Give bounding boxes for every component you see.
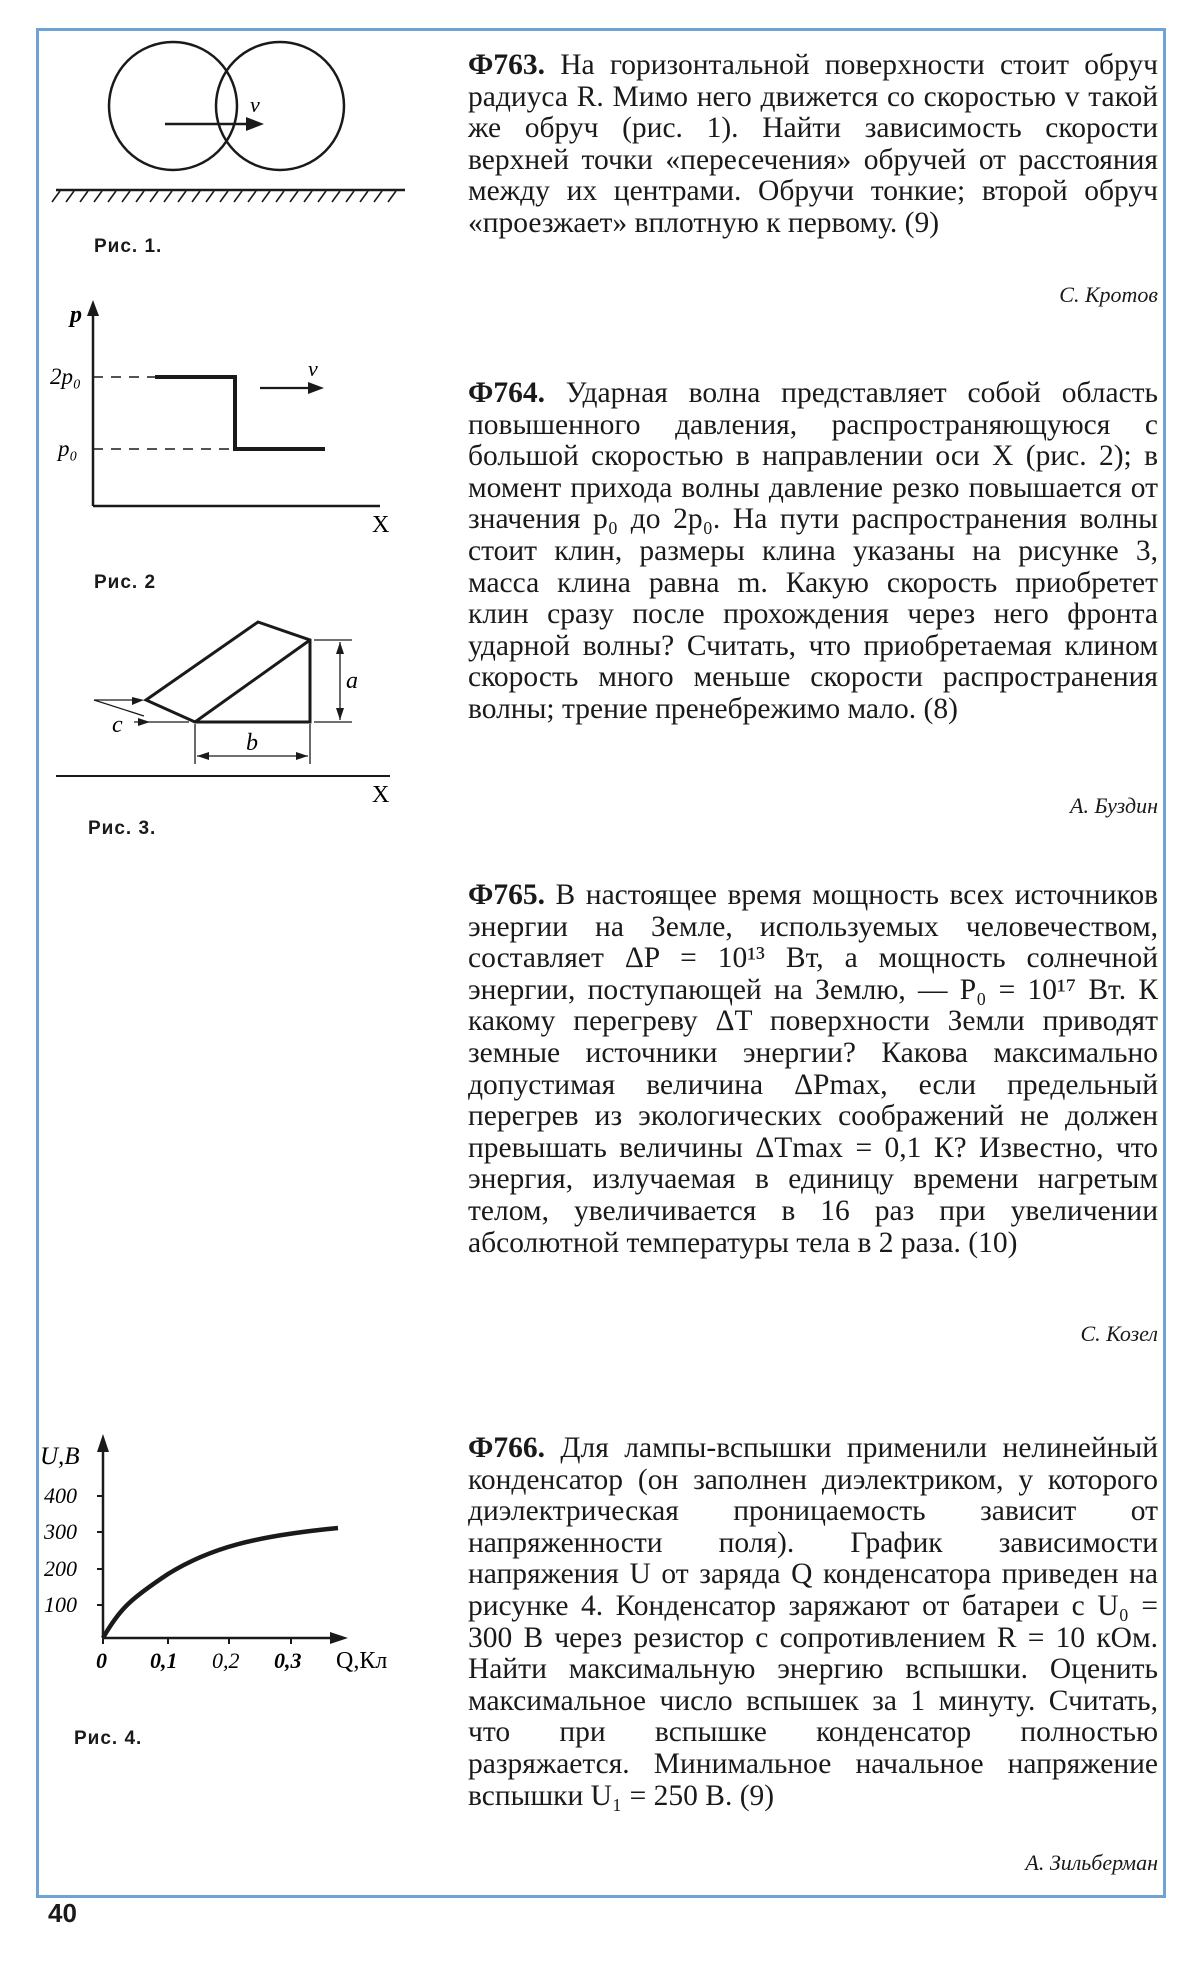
- problem-number: Ф766.: [468, 1432, 545, 1464]
- label-c: c: [112, 712, 123, 738]
- wedge: [146, 622, 310, 722]
- problem-number: Ф763.: [468, 49, 545, 81]
- level-low-label: p₀: [58, 436, 78, 461]
- figure-4-caption: Рис. 4.: [74, 1728, 143, 1749]
- x-tick-0-2: 0,2: [212, 1648, 240, 1673]
- problem-text: В настоящее время мощность всех источников энергии на Земле, используемых человечеством, составляет ΔP = 10¹³ Вт, а мощность солнечной энергии, поступающей на Землю, — P₀ = 10¹⁷ Вт. К какому перегреву ΔT поверхности Земли приводят земные источники энергии? Какова максимально допустимая величина ΔPmax, если предельный перегрев из экологических соображений не должен превышать величины ΔTmax = 0,1 К? Известно, что энергия, излучаемая в единицу времени нагретым телом, увеличивается в 16 раз при увеличении абсолютной температуры тела в 2 раза. (10): [468, 879, 1159, 1259]
- x-axis-label: Q,Кл: [336, 1648, 388, 1674]
- problem-765: [468, 880, 1158, 1259]
- level-high-label: 2p₀: [50, 364, 81, 389]
- author-765: С. Козел: [1080, 1321, 1158, 1346]
- page-number: 40: [48, 1898, 77, 1928]
- problem-766: [468, 1433, 1158, 1812]
- problem-number: Ф764.: [468, 377, 545, 409]
- figure-1: [50, 40, 420, 210]
- label-b: b: [246, 730, 258, 756]
- y-tick-200: 200: [44, 1556, 77, 1581]
- x-axis-label: X: [372, 782, 390, 808]
- y-tick-400: 400: [44, 1483, 77, 1508]
- problem-text: Ударная волна представляет собой область повышенного давления, распространяющуюся с большой скоростью в направлении оси X (рис. 2); в момент прихода волны давление резко повышается от значения p₀ до 2p₀. На пути распространения волны стоит клин, размеры клина указаны на рисунке 3, масса клина равна m. Какую скорость приобретет клин сразу после прохождения через него фронта ударной волны? Считать, что приобретаемая клином скорость много меньше скорости распространения волны; трение пренебрежимо мало. (8): [468, 377, 1159, 725]
- hoop-right: [216, 42, 344, 170]
- problem-number: Ф765.: [468, 879, 545, 911]
- voltage-charge-curve: [103, 1528, 338, 1638]
- x-tick-0-3: 0,3: [274, 1648, 302, 1673]
- velocity-label: v: [250, 92, 260, 117]
- x-tick-0: 0: [96, 1648, 107, 1673]
- label-a: a: [346, 668, 358, 694]
- hoop-left: [109, 42, 237, 170]
- y-tick-100: 100: [44, 1592, 77, 1617]
- figure-1-caption: Рис. 1.: [94, 236, 163, 257]
- figure-2-caption: Рис. 2: [94, 572, 157, 593]
- ground-hatching: [52, 191, 396, 202]
- figure-2: [50, 300, 410, 540]
- y-axis-label: U,В: [40, 1443, 80, 1470]
- author-764: А. Буздин: [1070, 793, 1158, 818]
- problem-764: [468, 378, 1158, 726]
- y-tick-300: 300: [44, 1519, 77, 1544]
- x-tick-0-1: 0,1: [150, 1648, 178, 1673]
- x-axis-label: X: [372, 512, 390, 538]
- figure-3-caption: Рис. 3.: [88, 818, 157, 839]
- author-763: С. Кротов: [1059, 282, 1158, 307]
- problem-763: [468, 50, 1158, 240]
- velocity-label: v: [308, 356, 318, 381]
- problem-text: Для лампы-вспышки применили нелинейный конденсатор (он заполнен диэлектриком, у которого диэлектрическая проницаемость зависит от напряженности поля). График зависимости напряжения U от заряда Q конденсатора приведен на рисунке 4. Конденсатор заряжают от батареи с U₀ = 300 В через резистор с сопротивлением R = 10 кОм. Найти максимальную энергию вспышки. Оценить максимальное число вспышек за 1 минуту. Считать, что при вспышке конденсатор полностью разряжается. Минимальное начальное напряжение вспышки U₁ = 250 В. (9): [468, 1432, 1158, 1812]
- figure-4: [40, 1430, 410, 1680]
- author-766: А. Зильберман: [1025, 1850, 1158, 1875]
- figure-3: [50, 612, 420, 812]
- problem-text: На горизонтальной поверхности стоит обруч радиуса R. Мимо него движется со скоростью v такой же обруч (рис. 1). Найти зависимость скорости верхней точки «пересечения» обручей от расстояния между их центрами. Обручи тонкие; второй обруч «проезжает» вплотную к первому. (9): [468, 49, 1159, 239]
- y-axis-label: p: [70, 302, 82, 328]
